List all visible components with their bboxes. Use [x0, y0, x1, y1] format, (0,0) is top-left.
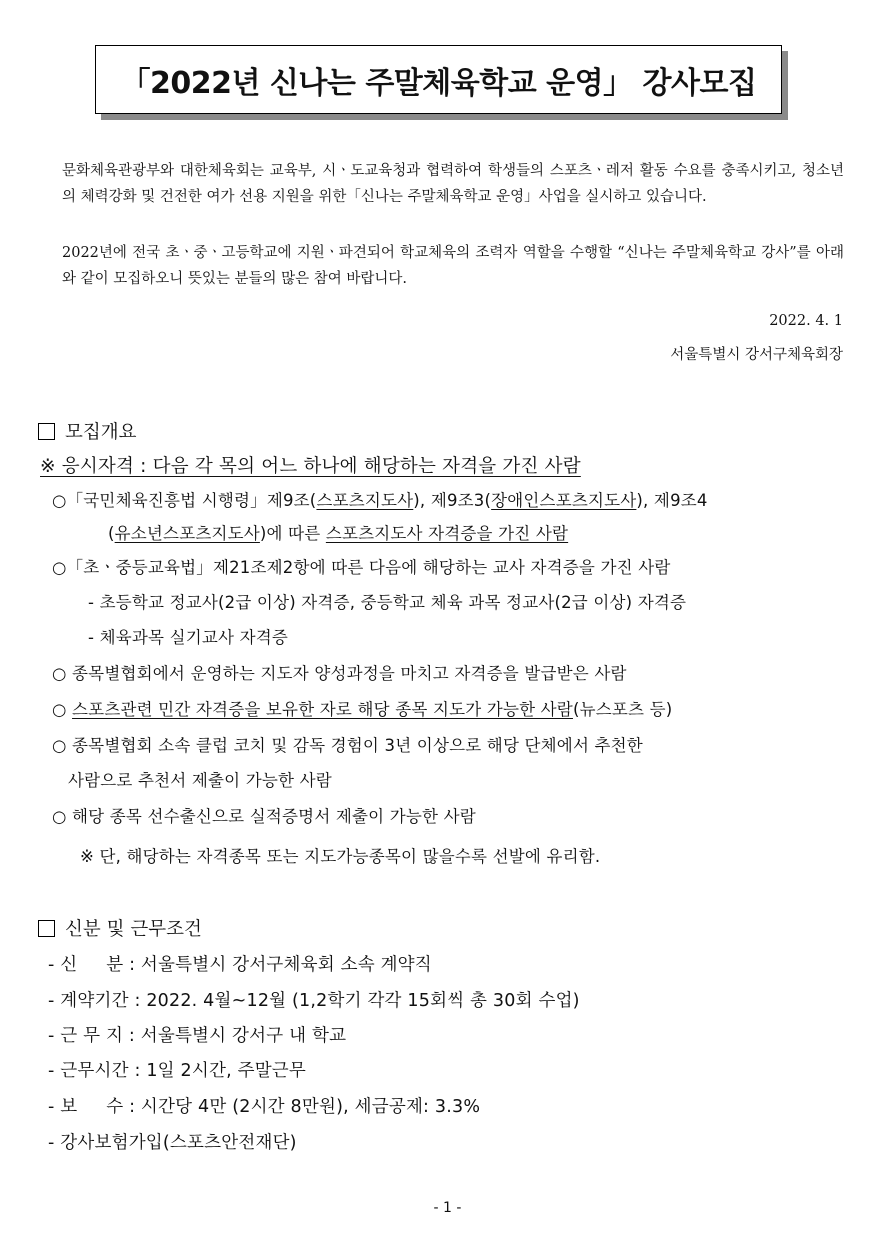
page-title: 「2022년 신나는 주말체육학교 운영」 강사모집 [120, 65, 757, 101]
qualification-item-2: ○「초ㆍ중등교육법」제21조제2항에 따른 다음에 해당하는 교사 자격증을 가진 사람 [52, 558, 671, 577]
announcement-date: 2022. 4. 1 [769, 313, 843, 329]
qualification-item-1-cont: (유소년스포츠지도사)에 따른 스포츠지도사 자격증을 가진 사람 [108, 524, 569, 543]
section-title: 모집개요 [65, 422, 137, 443]
qualification-item-4: ○ 스포츠관련 민간 자격증을 보유한 자로 해당 종목 지도가 가능한 사람(뉴스포츠 등) [52, 700, 673, 719]
section-heading-recruitment [38, 418, 136, 444]
qualification-item-2-sub-2: - 체육과목 실기교사 자격증 [88, 628, 289, 647]
qualification-item-2-sub-1: - 초등학교 정교사(2급 이상) 자격증, 중등학교 체육 과목 정교사(2급 이상) 자격증 [88, 593, 687, 612]
employment-item-pay: - 보 수 : 시간당 4만 (2시간 8만원), 세금공제: 3.3% [48, 1097, 481, 1117]
intro-text-1: 문화체육관광부와 대한체육회는 교육부, 시ㆍ도교육청과 협력하여 학생들의 스포츠ㆍ레저 활동 수요를 충족시키고, 청소년의 체력강화 및 건전한 여가 선용 지원을 위한「신나는 주말체육학교 운영」사업을 실시하고 있습니다. [62, 163, 844, 205]
qualification-item-1: ○「국민체육진흥법 시행령」제9조(스포츠지도사), 제9조3(장애인스포츠지도사), 제9조4 [52, 491, 708, 510]
employment-item-location: - 근 무 지 : 서울특별시 강서구 내 학교 [48, 1026, 347, 1046]
section-title: 신분 및 근무조건 [65, 919, 202, 940]
qualification-item-5: ○ 종목별협회 소속 클럽 코치 및 감독 경험이 3년 이상으로 해당 단체에서 추천한 [52, 736, 643, 755]
intro-text-2: 2022년에 전국 초ㆍ중ㆍ고등학교에 지원ㆍ파견되어 학교체육의 조력자 역할을 수행할 “신나는 주말체육학교 강사”를 아래와 같이 모집하오니 뜻있는 분들의 많은 참여 바랍니다. [62, 245, 844, 287]
section-heading-employment [38, 915, 202, 941]
page-number: - 1 - [433, 1200, 462, 1216]
qualification-item-5-cont: 사람으로 추천서 제출이 가능한 사람 [68, 771, 332, 790]
checkbox-icon [38, 920, 55, 937]
qualification-item-6: ○ 해당 종목 선수출신으로 실적증명서 제출이 가능한 사람 [52, 807, 476, 826]
title-box [95, 45, 782, 114]
employment-item-period: - 계약기간 : 2022. 4월~12월 (1,2학기 각각 15회씩 총 30회 수업) [48, 991, 580, 1011]
employment-item-status: - 신 분 : 서울특별시 강서구체육회 소속 계약직 [48, 955, 432, 975]
organization-name: 서울특별시 강서구체육회장 [670, 347, 843, 363]
selection-note: ※ 단, 해당하는 자격종목 또는 지도가능종목이 많을수록 선발에 유리함. [80, 847, 601, 866]
intro-paragraph-1 [62, 158, 844, 210]
employment-item-insurance: - 강사보험가입(스포츠안전재단) [48, 1133, 297, 1153]
employment-item-hours: - 근무시간 : 1일 2시간, 주말근무 [48, 1061, 307, 1081]
qualification-item-3: ○ 종목별협회에서 운영하는 지도자 양성과정을 마치고 자격증을 발급받은 사람 [52, 664, 627, 683]
intro-paragraph-2 [62, 240, 844, 292]
qualification-heading: ※ 응시자격 : 다음 각 목의 어느 하나에 해당하는 자격을 가진 사람 [40, 456, 581, 477]
checkbox-icon [38, 423, 55, 440]
